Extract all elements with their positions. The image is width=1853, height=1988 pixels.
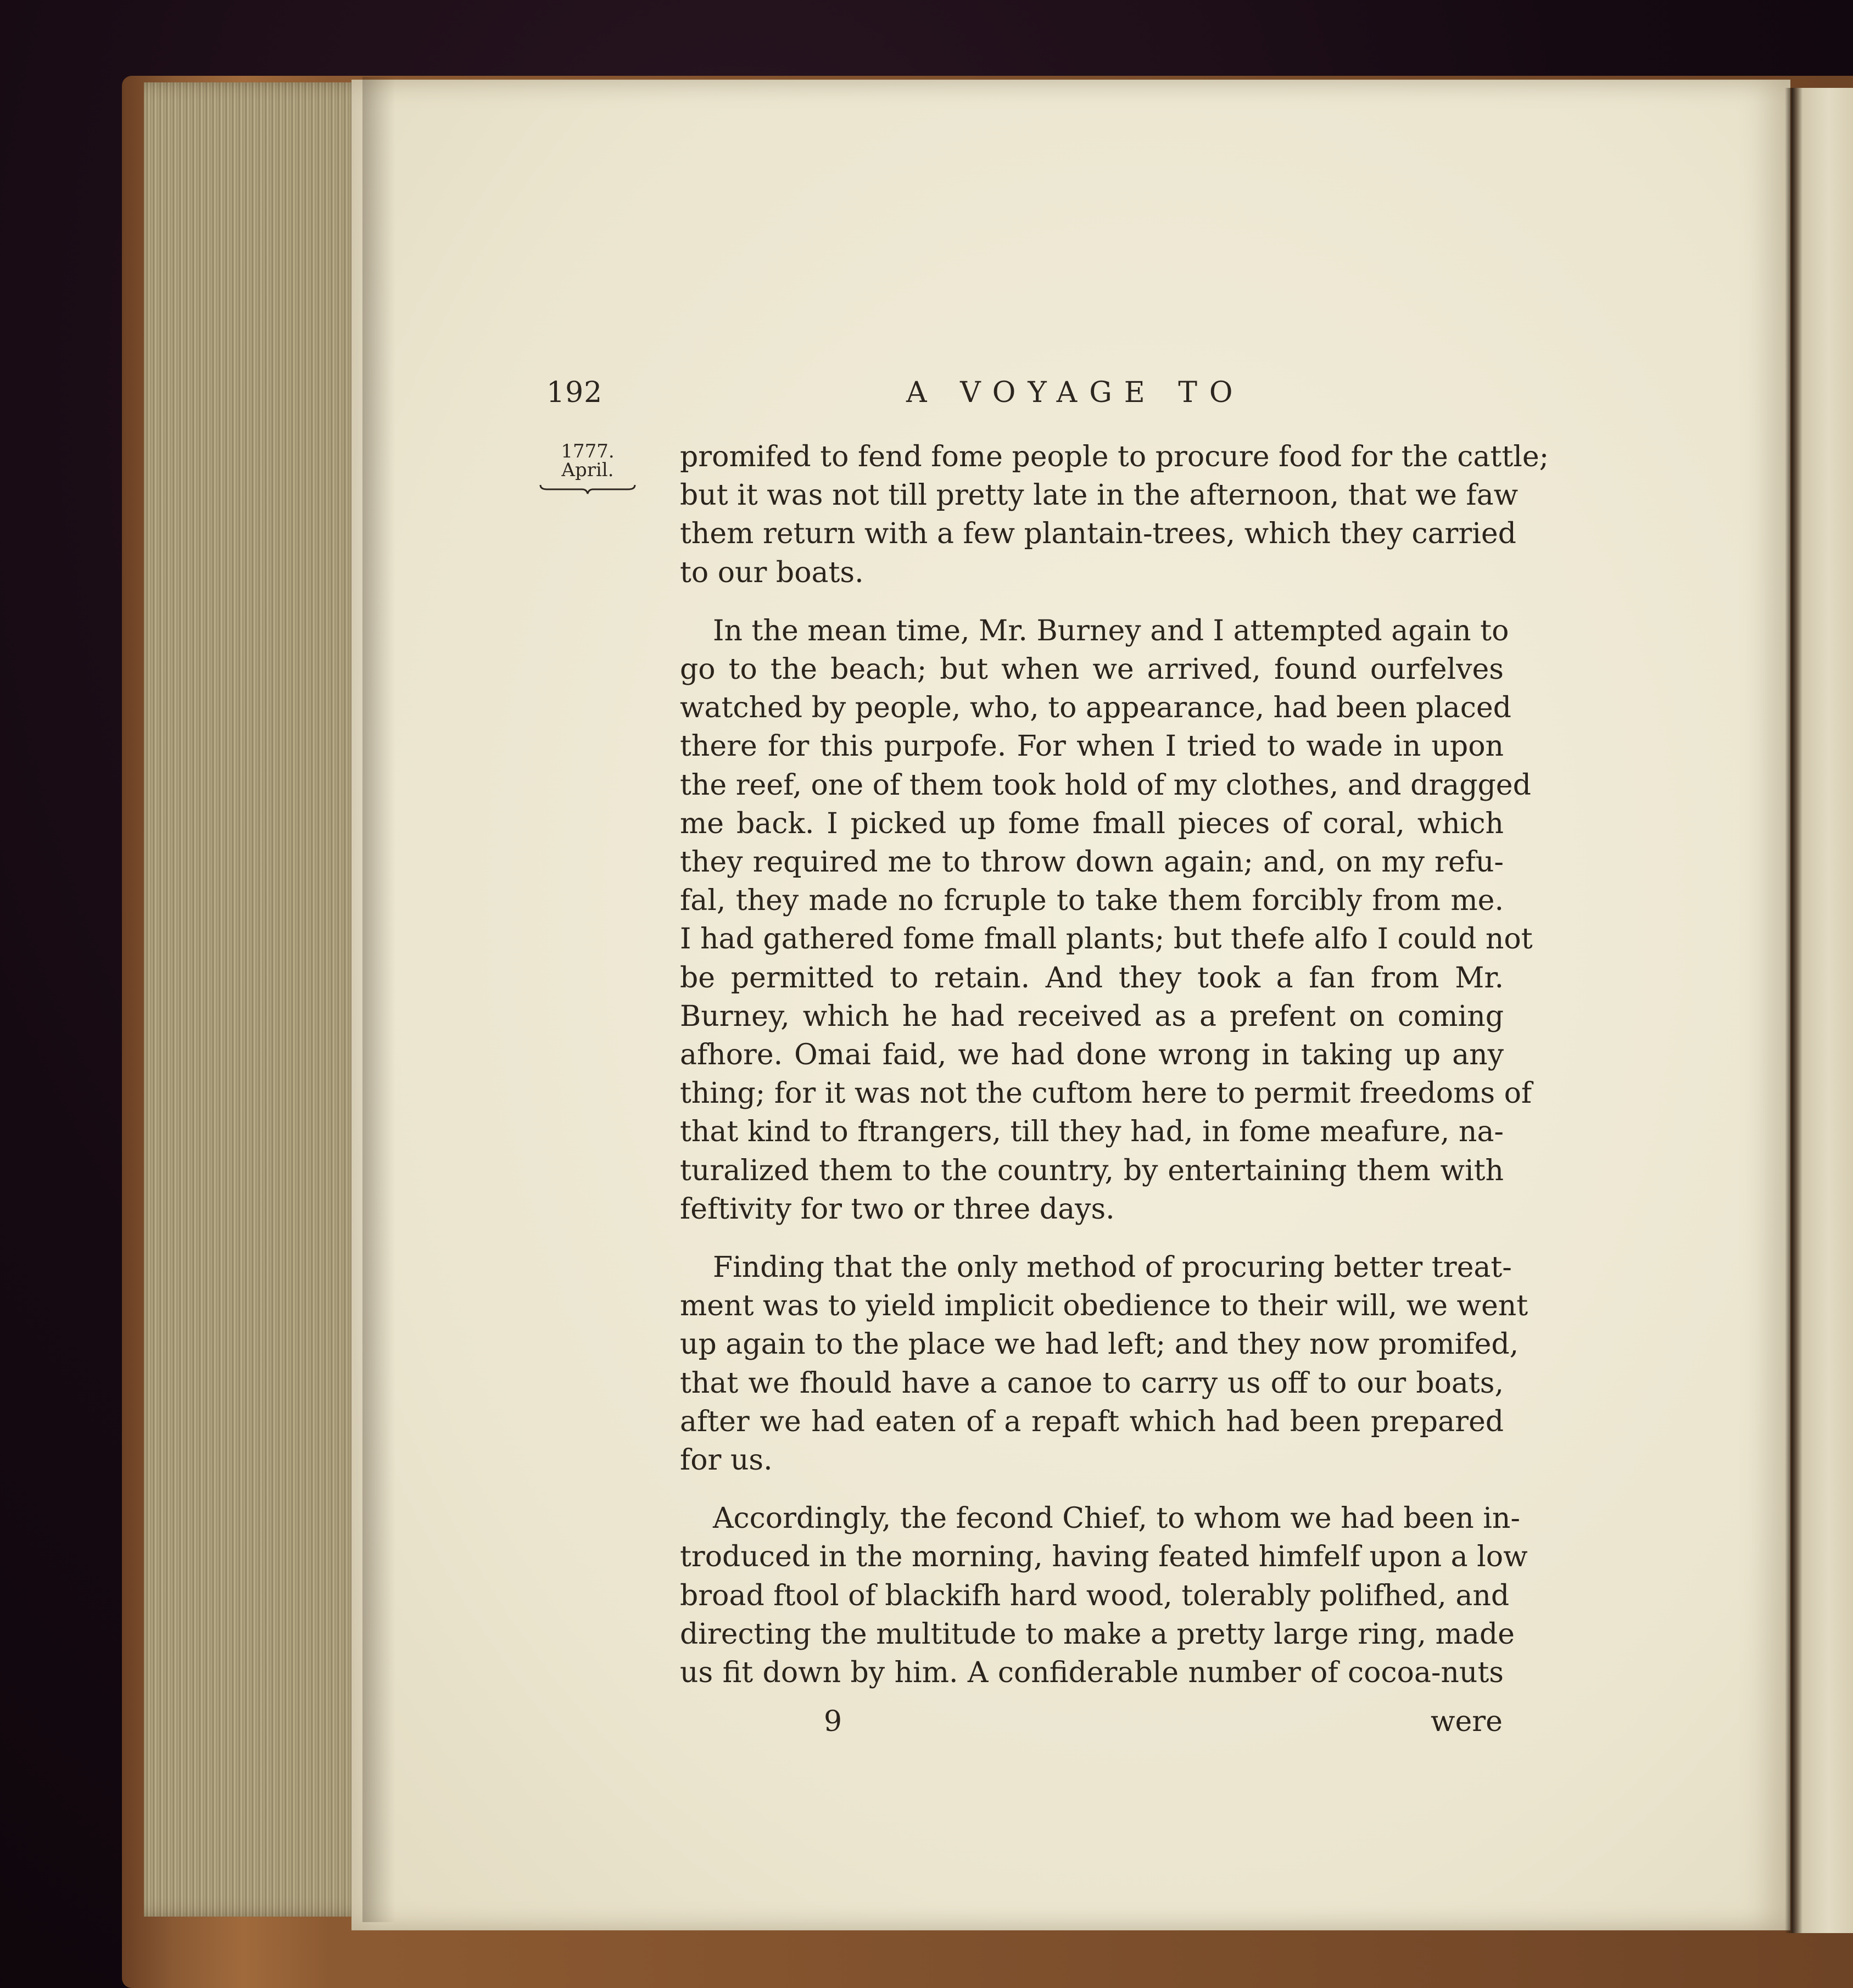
signature-mark: 9: [824, 1705, 842, 1738]
catchword: were: [1431, 1705, 1503, 1738]
text-line: that we fhould have a canoe to carry us off to our boats,: [680, 1366, 1504, 1400]
text-line: In the mean time, Mr. Burney and I attempted again to: [713, 614, 1509, 647]
text-line: them return with a few plantain-trees, which they carried: [680, 517, 1516, 551]
text-line: turalized them to the country, by entertaining them with: [680, 1154, 1504, 1187]
running-title: A VOYAGE TO: [906, 376, 1245, 409]
text-line: they required me to throw down again; and, on my refu-: [680, 846, 1504, 879]
text-line: us fit down by him. A confiderable number of cocoa-nuts: [680, 1656, 1504, 1690]
text-line: troduced in the morning, having feated himfelf upon a low: [680, 1540, 1528, 1574]
paragraph: [680, 438, 1549, 592]
text-line: Finding that the only method of procuring better treat-: [713, 1251, 1512, 1285]
text-line: fal, they made no fcruple to take them forcibly from me.: [680, 884, 1504, 918]
brace-ornament: [538, 483, 637, 495]
text-line: afhore. Omai faid, we had done wrong in taking up any: [680, 1038, 1504, 1072]
text-line: after we had eaten of a repaft which had been prepared: [680, 1405, 1504, 1438]
marginal-month: April.: [561, 459, 614, 481]
gutter-shadow: [1785, 88, 1796, 1933]
text-line: for us.: [680, 1444, 773, 1477]
text-line: go to the beach; but when we arrived, found ourfelves: [680, 653, 1504, 686]
text-line: directing the multitude to make a pretty large ring, made: [680, 1617, 1515, 1651]
facing-page-edge: [1791, 88, 1853, 1933]
text-line: Burney, which he had received as a prefent on coming: [680, 999, 1504, 1033]
paragraph: [680, 612, 1533, 1228]
text-line: the reef, one of them took hold of my clothes, and dragged: [680, 768, 1531, 802]
text-line: Accordingly, the fecond Chief, to whom we had been in-: [713, 1502, 1520, 1535]
text-line: broad ftool of blackifh hard wood, tolerably polifhed, and: [680, 1579, 1510, 1612]
text-line: feftivity for two or three days.: [680, 1192, 1115, 1226]
text-line: ment was to yield implicit obedience to their will, we went: [680, 1289, 1528, 1323]
text-line: up again to the place we had left; and they now promifed,: [680, 1328, 1519, 1361]
text-line: but it was not till pretty late in the afternoon, that we faw: [680, 479, 1519, 512]
body-text: [680, 438, 1549, 1712]
page-number: 192: [546, 376, 603, 409]
text-line: to our boats.: [680, 556, 864, 589]
text-line: watched by people, who, to appearance, had been placed: [680, 691, 1511, 725]
page-block-edge: [144, 82, 375, 1917]
text-line: that kind to ftrangers, till they had, in fome meafure, na-: [680, 1115, 1504, 1149]
text-line: thing; for it was not the cuftom here to permit freedoms of: [680, 1077, 1532, 1110]
book-page: [351, 80, 1790, 1930]
text-line: I had gathered fome fmall plants; but thefe alfo I could not: [680, 923, 1533, 956]
text-line: be permitted to retain. And they took a fan from Mr.: [680, 961, 1504, 995]
text-line: me back. I picked up fome fmall pieces of coral, which: [680, 807, 1504, 840]
marginal-date-note: [538, 442, 637, 495]
text-line: promifed to fend fome people to procure food for the cattle;: [680, 440, 1549, 473]
page-edge-shadow: [362, 77, 395, 1922]
paragraph: [680, 1248, 1528, 1479]
page-header: [351, 376, 1790, 420]
text-line: there for this purpofe. For when I tried to wade in upon: [680, 730, 1504, 763]
paragraph: [680, 1499, 1528, 1692]
marginal-year: 1777.: [561, 440, 615, 462]
